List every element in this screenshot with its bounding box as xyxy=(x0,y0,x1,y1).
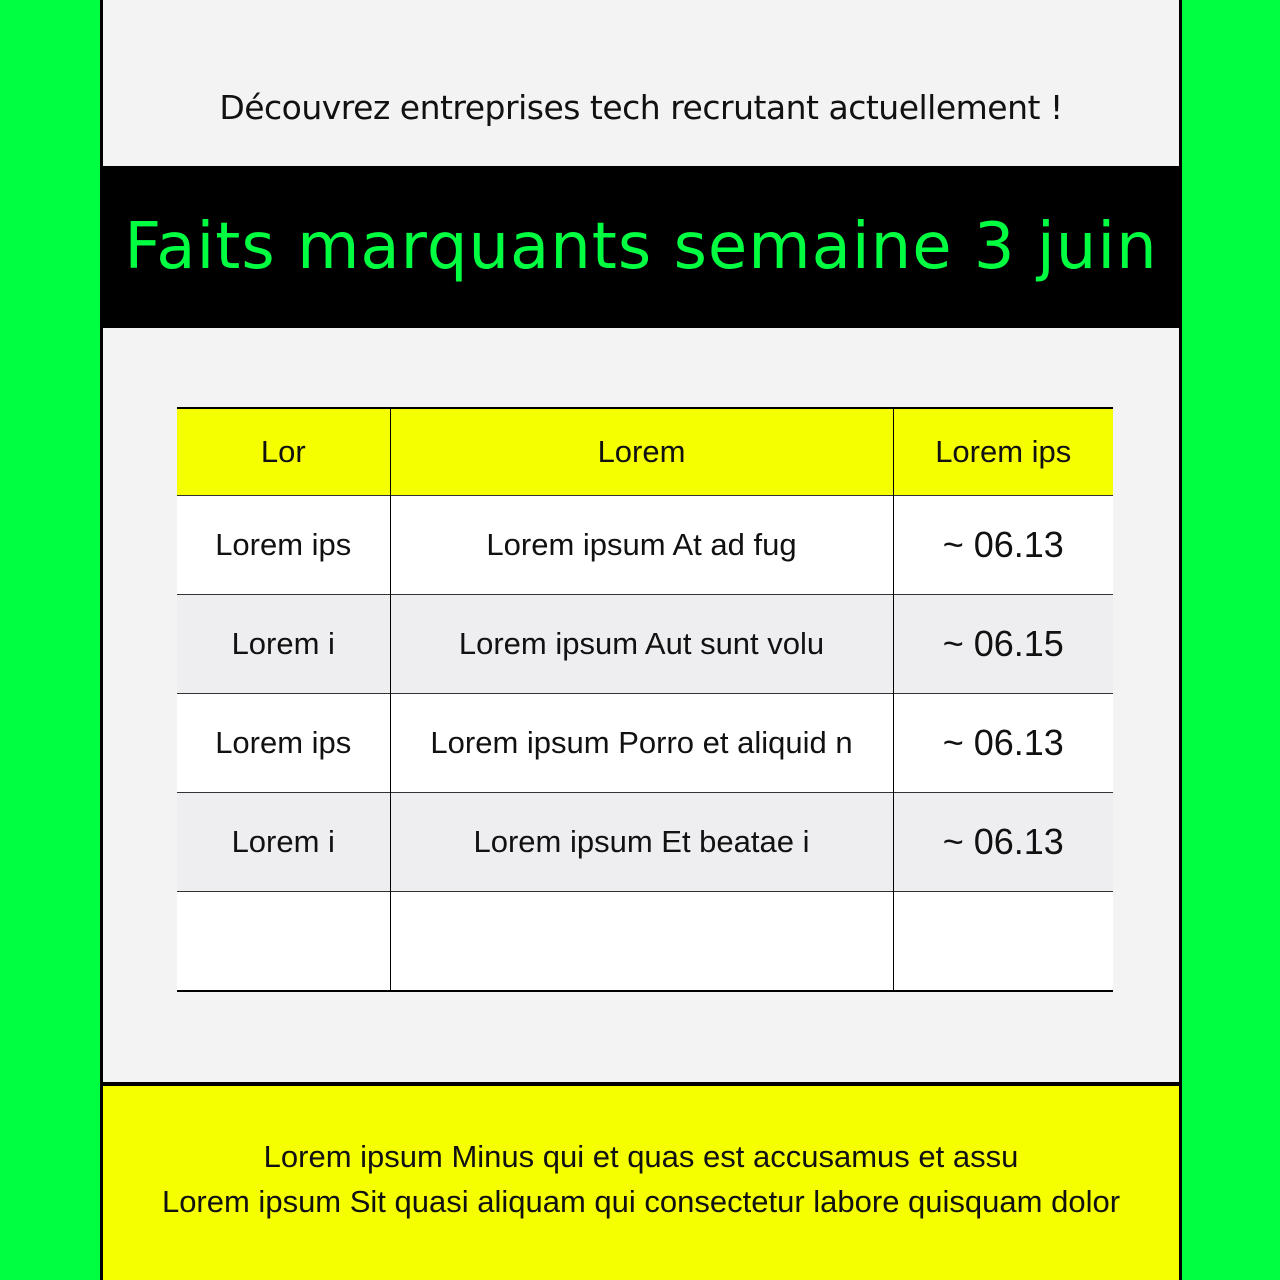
content-card xyxy=(100,0,1182,1280)
footer-line-2: Lorem ipsum Sit quasi aliquam qui consectetur labore quisquam dolor xyxy=(161,1184,1121,1219)
table-row xyxy=(177,793,1113,892)
table-cell-date: ~ 06.15 xyxy=(893,595,1113,694)
table-cell xyxy=(177,892,390,992)
highlights-table xyxy=(177,407,1113,992)
table-row-empty xyxy=(177,892,1113,992)
table-cell: Lorem i xyxy=(177,595,390,694)
column-header: Lorem ips xyxy=(893,408,1113,496)
subtitle: Découvrez entreprises tech recrutant actuellement ! xyxy=(219,88,1063,127)
table-header-row xyxy=(177,408,1113,496)
table-cell xyxy=(390,892,893,992)
table-cell-date: ~ 06.13 xyxy=(893,694,1113,793)
table-row xyxy=(177,595,1113,694)
footer-line-1: Lorem ipsum Minus qui et quas est accusamus et assu xyxy=(263,1139,1019,1174)
column-header: Lorem xyxy=(390,408,893,496)
highlights-table-wrapper xyxy=(177,407,1113,992)
table-cell: Lorem ips xyxy=(177,694,390,793)
title-banner xyxy=(103,166,1179,328)
footer-notes xyxy=(103,1082,1179,1280)
table-row xyxy=(177,496,1113,595)
table-cell-date xyxy=(893,892,1113,992)
table-cell: Lorem ipsum Porro et aliquid n xyxy=(390,694,893,793)
table-cell: Lorem ips xyxy=(177,496,390,595)
table-cell-date: ~ 06.13 xyxy=(893,496,1113,595)
table-row xyxy=(177,694,1113,793)
table-cell: Lorem i xyxy=(177,793,390,892)
page-title: Faits marquants semaine 3 juin xyxy=(124,210,1158,284)
table-cell: Lorem ipsum Et beatae i xyxy=(390,793,893,892)
table-cell: Lorem ipsum At ad fug xyxy=(390,496,893,595)
table-cell: Lorem ipsum Aut sunt volu xyxy=(390,595,893,694)
column-header: Lor xyxy=(177,408,390,496)
table-cell-date: ~ 06.13 xyxy=(893,793,1113,892)
